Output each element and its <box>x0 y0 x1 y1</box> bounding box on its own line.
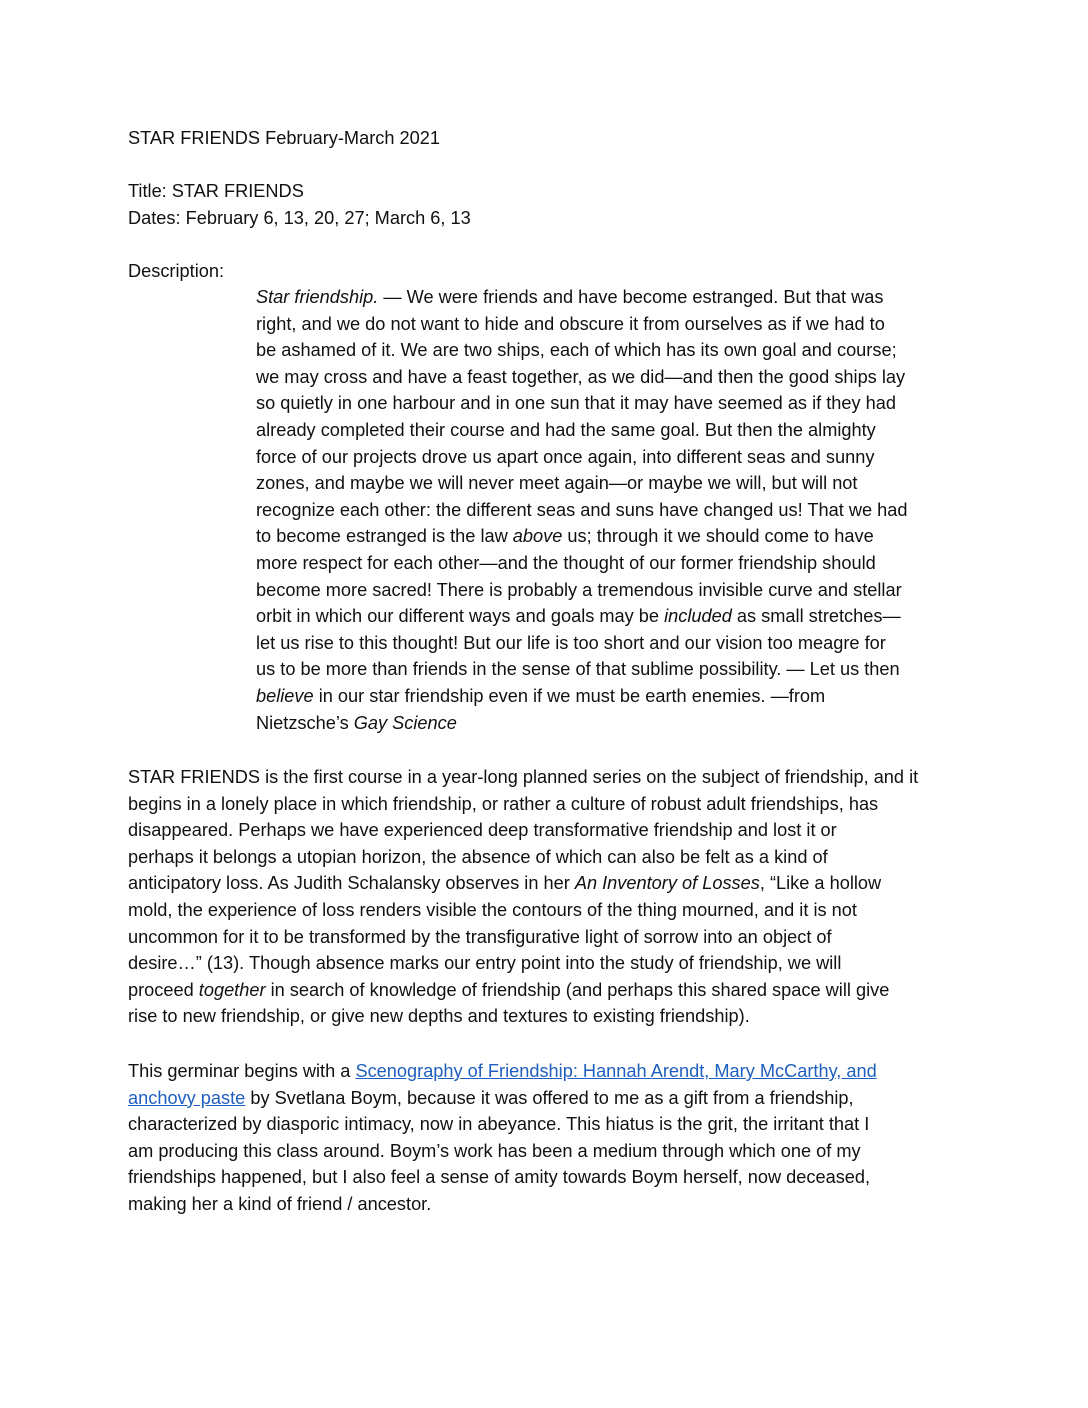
scenography-link-part1[interactable]: Scenography of Friendship: Hannah Arendt, Mary McCarthy, and <box>355 1061 877 1081</box>
paragraph-line <box>128 1058 968 1085</box>
quote-line: already completed their course and had the same goal. But then the almighty <box>256 419 876 440</box>
quote-line: become more sacred! There is probably a tremendous invisible curve and stellar <box>256 579 902 600</box>
italic-emphasis: believe <box>256 685 314 706</box>
paragraph-line: disappeared. Perhaps we have experienced deep transformative friendship and lost it or <box>128 820 837 841</box>
quote-line: right, and we do not want to hide and obscure it from ourselves as if we had to <box>256 313 885 334</box>
paragraph-line-text: , “Like a hollow <box>759 873 882 894</box>
quote-title-italic: Star friendship. <box>256 287 379 307</box>
quote-line: we may cross and have a feast together, as we did—and then the good ships lay <box>256 366 906 387</box>
germinar-paragraph <box>128 1058 968 1218</box>
quote-line: recognize each other: the different seas and suns have changed us! That we had <box>256 499 908 520</box>
paragraph-line <box>128 977 968 1004</box>
italic-emphasis: together <box>198 979 266 1000</box>
paragraph-line-text: by Svetlana Boym, because it was offered to me as a gift from a friendship, <box>245 1087 854 1108</box>
nietzsche-quote-block <box>256 284 956 736</box>
paragraph-line: friendships happened, but I also feel a sense of amity towards Boym herself, now deceased, <box>128 1167 871 1188</box>
paragraph-line-text: in search of knowledge of friendship (and perhaps this shared space will give <box>265 979 890 1000</box>
quote-line-text: in our star friendship even if we must be earth enemies. —from <box>313 685 826 706</box>
quote-line <box>256 523 956 550</box>
paragraph-line: desire…” (13). Though absence marks our entry point into the study of friendship, we will <box>128 953 842 974</box>
italic-emphasis: above <box>512 526 563 547</box>
quote-line: force of our projects drove us apart once again, into different seas and sunny <box>256 446 875 467</box>
paragraph-line: STAR FRIENDS is the first course in a year-long planned series on the subject of friendship, and it <box>128 767 919 787</box>
scenography-link-part2[interactable]: anchovy paste <box>128 1087 246 1108</box>
quote-line-text: to become estranged is the law <box>256 526 513 547</box>
quote-line <box>256 284 956 311</box>
paragraph-line <box>128 1085 968 1112</box>
italic-emphasis: included <box>664 606 732 627</box>
paragraph-line: rise to new friendship, or give new depths and textures to existing friendship). <box>128 1006 750 1027</box>
quote-line: zones, and maybe we will never meet again—or maybe we will, but will not <box>256 473 858 494</box>
paragraph-line: am producing this class around. Boym’s work has been a medium through which one of my <box>128 1140 861 1161</box>
paragraph-line: perhaps it belongs a utopian horizon, the absence of which can also be felt as a kind of <box>128 846 828 867</box>
book-title-italic: An Inventory of Losses <box>574 873 760 894</box>
paragraph-line-text: anticipatory loss. As Judith Schalansky observes in her <box>128 873 575 894</box>
quote-line: be ashamed of it. We are two ships, each of which has its own goal and course; <box>256 340 897 361</box>
course-intro-paragraph <box>128 764 968 1030</box>
quote-line-text: us; through it we should come to have <box>562 526 874 547</box>
paragraph-line <box>128 870 968 897</box>
course-dates-line: Dates: February 6, 13, 20, 27; March 6, 13 <box>128 208 471 228</box>
quote-line: so quietly in one harbour and in one sun that it may have seemed as if they had <box>256 393 896 414</box>
course-title-line: Title: STAR FRIENDS <box>128 181 304 201</box>
paragraph-line: characterized by diasporic intimacy, now in abeyance. This hiatus is the grit, the irritant that I <box>128 1114 870 1135</box>
paragraph-line: making her a kind of friend / ancestor. <box>128 1193 432 1214</box>
paragraph-line: uncommon for it to be transformed by the transfigurative light of sorrow into an object of <box>128 926 832 947</box>
quote-line: let us rise to this thought! But our life is too short and our vision too meagre for <box>256 632 886 653</box>
paragraph-line: begins in a lonely place in which friendship, or rather a culture of robust adult friendships, has <box>128 793 879 814</box>
quote-line-text: — We were friends and have become estranged. But that was <box>378 287 884 307</box>
quote-line: more respect for each other—and the thought of our former friendship should <box>256 552 876 573</box>
quote-line: us to be more than friends in the sense of that sublime possibility. — Let us then <box>256 659 900 680</box>
book-title-italic: Gay Science <box>353 712 457 733</box>
quote-line <box>256 603 956 630</box>
quote-line <box>256 683 956 710</box>
paragraph-line-text: This germinar begins with a <box>128 1061 356 1081</box>
quote-attribution-line <box>256 710 956 737</box>
quote-line-text: as small stretches— <box>731 606 901 627</box>
quote-line-text: orbit in which our different ways and goals may be <box>256 606 665 627</box>
paragraph-line-text: proceed <box>128 979 199 1000</box>
document-heading: STAR FRIENDS February-March 2021 <box>128 128 440 148</box>
paragraph-line: mold, the experience of loss renders visible the contours of the thing mourned, and it is not <box>128 899 857 920</box>
quote-line-text: Nietzsche’s <box>256 712 354 733</box>
description-label: Description: <box>128 261 225 281</box>
